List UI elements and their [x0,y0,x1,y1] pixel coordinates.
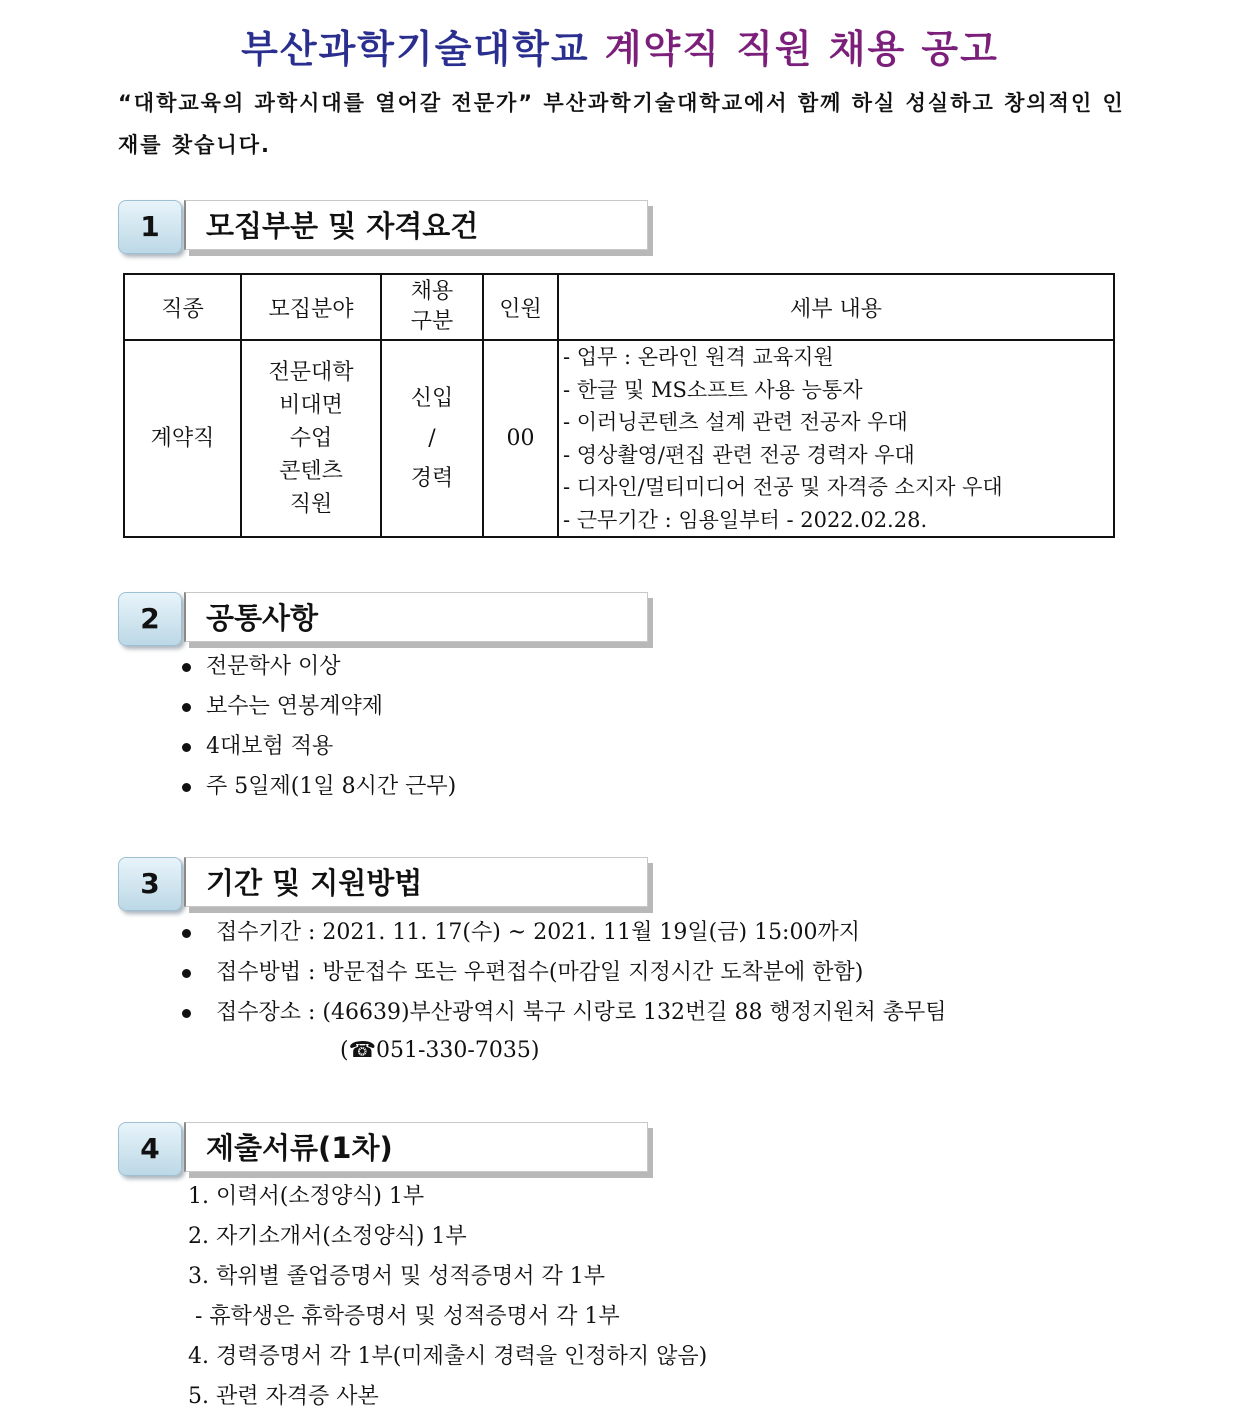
documents-list [188,1177,707,1417]
table-row [124,340,1114,537]
list-item: 접수기간 : 2021. 11. 17(수) ~ 2021. 11월 19일(금) 15:00까지 [178,913,947,953]
table-header-row [124,274,1114,340]
title-notice: 계약직 직원 채용 공고 [604,26,999,71]
phone-number: (☎051-330-7035) [340,1038,540,1063]
list-item: 4대보험 적용 [178,727,456,767]
header-field: 모집분야 [241,274,381,340]
list-item: 주 5일제(1일 8시간 근무) [178,767,456,807]
common-list [178,647,456,807]
list-item: 1. 이력서(소정양식) 1부 [188,1184,425,1209]
detail-line: - 한글 및 MS소프트 사용 능통자 [563,377,863,402]
intro-text: “대학교육의 과학시대를 열어갈 전문가” 부산과학기술대학교에서 함께 하실 성실하고 창의적인 인재를 찾습니다. [118,91,1125,157]
section-title: 기간 및 지원방법 [184,857,648,907]
list-item: - 휴학생은 휴학증명서 및 성적증명서 각 1부 [188,1304,620,1329]
detail-line: - 근무기간 : 임용일부터 - 2022.02.28. [563,507,928,532]
cell-type: 계약직 [124,340,241,537]
recruitment-table [123,273,1115,538]
section-number: 4 [118,1122,182,1176]
detail-line: - 디자인/멀티미디어 전공 및 자격증 소지자 우대 [563,475,1003,499]
header-type: 직종 [124,274,241,340]
header-count: 인원 [483,274,558,340]
section-number: 1 [118,200,182,254]
list-item: 전문학사 이상 [178,647,456,687]
list-item: 2. 자기소개서(소정양식) 1부 [188,1224,467,1249]
section-number: 3 [118,857,182,911]
list-item: 3. 학위별 졸업증명서 및 성적증명서 각 1부 [188,1264,605,1289]
section-title: 모집부분 및 자격요건 [184,200,648,250]
list-item: 접수방법 : 방문접수 또는 우편접수(마감일 지정시간 도착분에 한함) [178,953,947,993]
header-details: 세부 내용 [558,274,1114,340]
list-item: 보수는 연봉계약제 [178,687,456,727]
section-number: 2 [118,592,182,646]
section-title: 공통사항 [184,592,648,642]
list-item: 5. 관련 자격증 사본 [188,1384,379,1409]
list-item: 접수장소 : (46639)부산광역시 북구 시랑로 132번길 88 행정지원처 총무팀 [178,993,947,1033]
page-title [0,18,1240,73]
section-title: 제출서류(1차) [184,1122,648,1172]
section-3-header [118,857,658,917]
apply-list [178,913,947,1033]
cell-count: 00 [483,340,558,537]
cell-details [558,340,1114,537]
list-item: 4. 경력증명서 각 1부(미제출시 경력을 인정하지 않음) [188,1344,708,1369]
header-hire: 채용 구분 [381,274,483,340]
title-school: 부산과학기술대학교 [241,26,590,71]
cell-hire: 신입 / 경력 [381,340,483,537]
detail-line: - 업무 : 온라인 원격 교육지원 [563,345,834,369]
section-2-header [118,592,658,652]
detail-line: - 영상촬영/편집 관련 전공 경력자 우대 [563,442,915,467]
section-4-header [118,1122,658,1182]
section-1-header [118,200,658,260]
cell-field: 전문대학 비대면 수업 콘텐츠 직원 [241,340,381,537]
detail-line: - 이러닝콘텐츠 설계 관련 전공자 우대 [563,410,908,434]
